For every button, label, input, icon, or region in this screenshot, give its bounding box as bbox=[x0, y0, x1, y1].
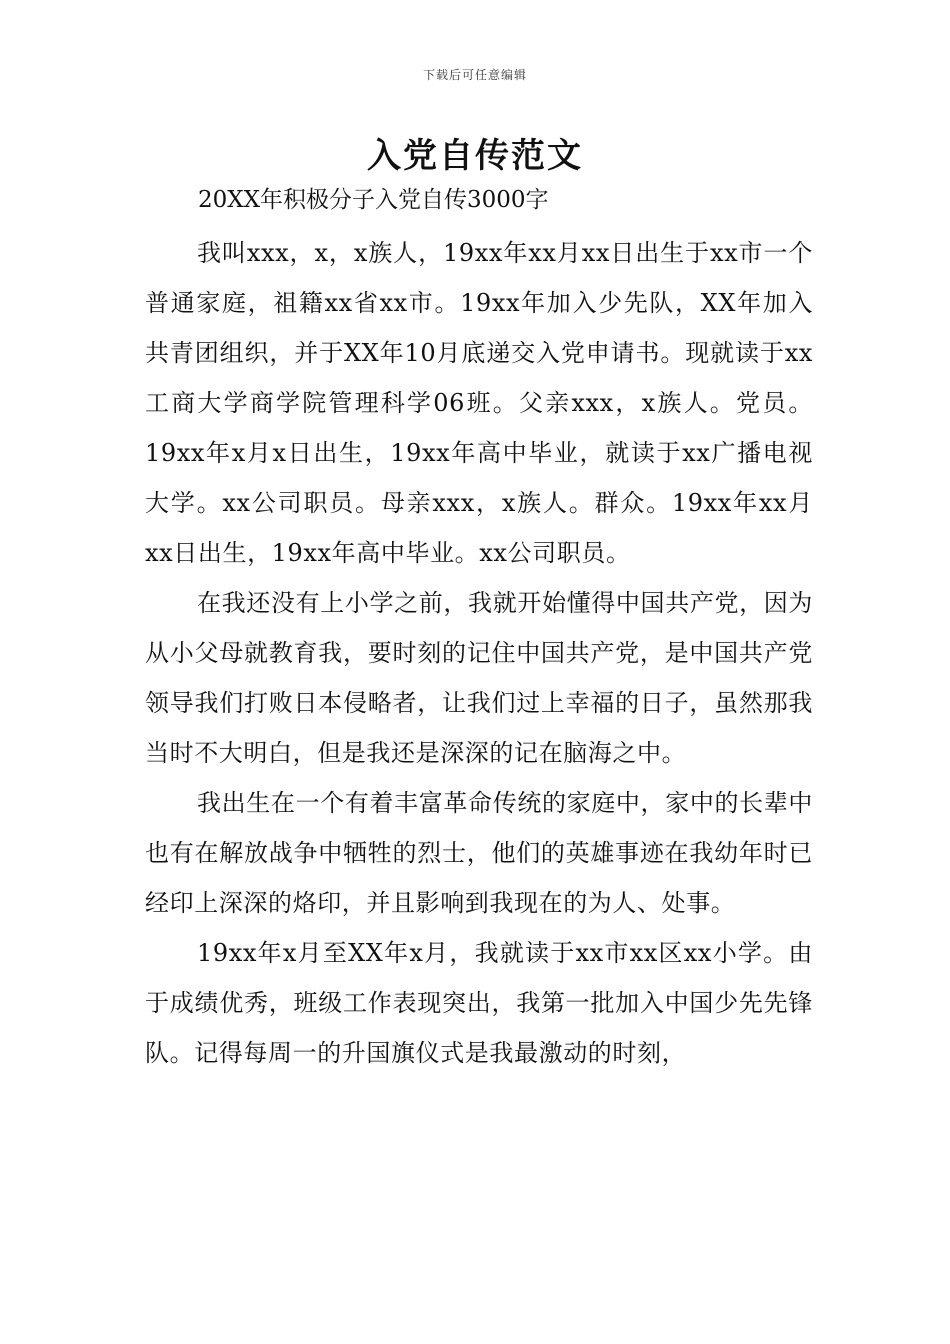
paragraph-primary-school: 19xx年x月至XX年x月，我就读于xx市xx区xx小学。由于成绩优秀，班级工作表现突出，我第一批加入中国少先先锋队。记得每周一的升国旗仪式是我最激动的时刻， bbox=[145, 939, 813, 1067]
document-subtitle: 20XX年积极分子入党自传3000字 bbox=[198, 187, 549, 213]
document-body bbox=[145, 228, 813, 1078]
paragraph-early-understanding: 在我还没有上小学之前，我就开始懂得中国共产党，因为从小父母就教育我，要时刻的记住中国共产党，是中国共产党领导我们打败日本侵略者，让我们过上幸福的日子，虽然那我当时不大明白，但是我还是深深的记在脑海之中。 bbox=[145, 589, 813, 767]
paragraph-family-tradition: 我出生在一个有着丰富革命传统的家庭中，家中的长辈中也有在解放战争中牺牲的烈士，他们的英雄事迹在我幼年时已经印上深深的烙印，并且影响到我现在的为人、处事。 bbox=[145, 789, 813, 917]
paragraph-personal-info: 我叫xxx，x，x族人，19xx年xx月xx日出生于xx市一个普通家庭，祖籍xx省xx市。19xx年加入少先队，XX年加入共青团组织，并于XX年10月底递交入党申请书。现就读于xx工商大学商学院管理科学06班。父亲xxx，x族人。党员。19xx年x月x日出生，19xx年高中毕业，就读于xx广播电视大学。xx公司职员。母亲xxx，x族人。群众。19xx年xx月xx日出生，19xx年高中毕业。xx公司职员。 bbox=[145, 239, 813, 567]
document-title: 入党自传范文 bbox=[367, 136, 583, 176]
header-note: 下载后可任意编辑 bbox=[422, 68, 527, 82]
